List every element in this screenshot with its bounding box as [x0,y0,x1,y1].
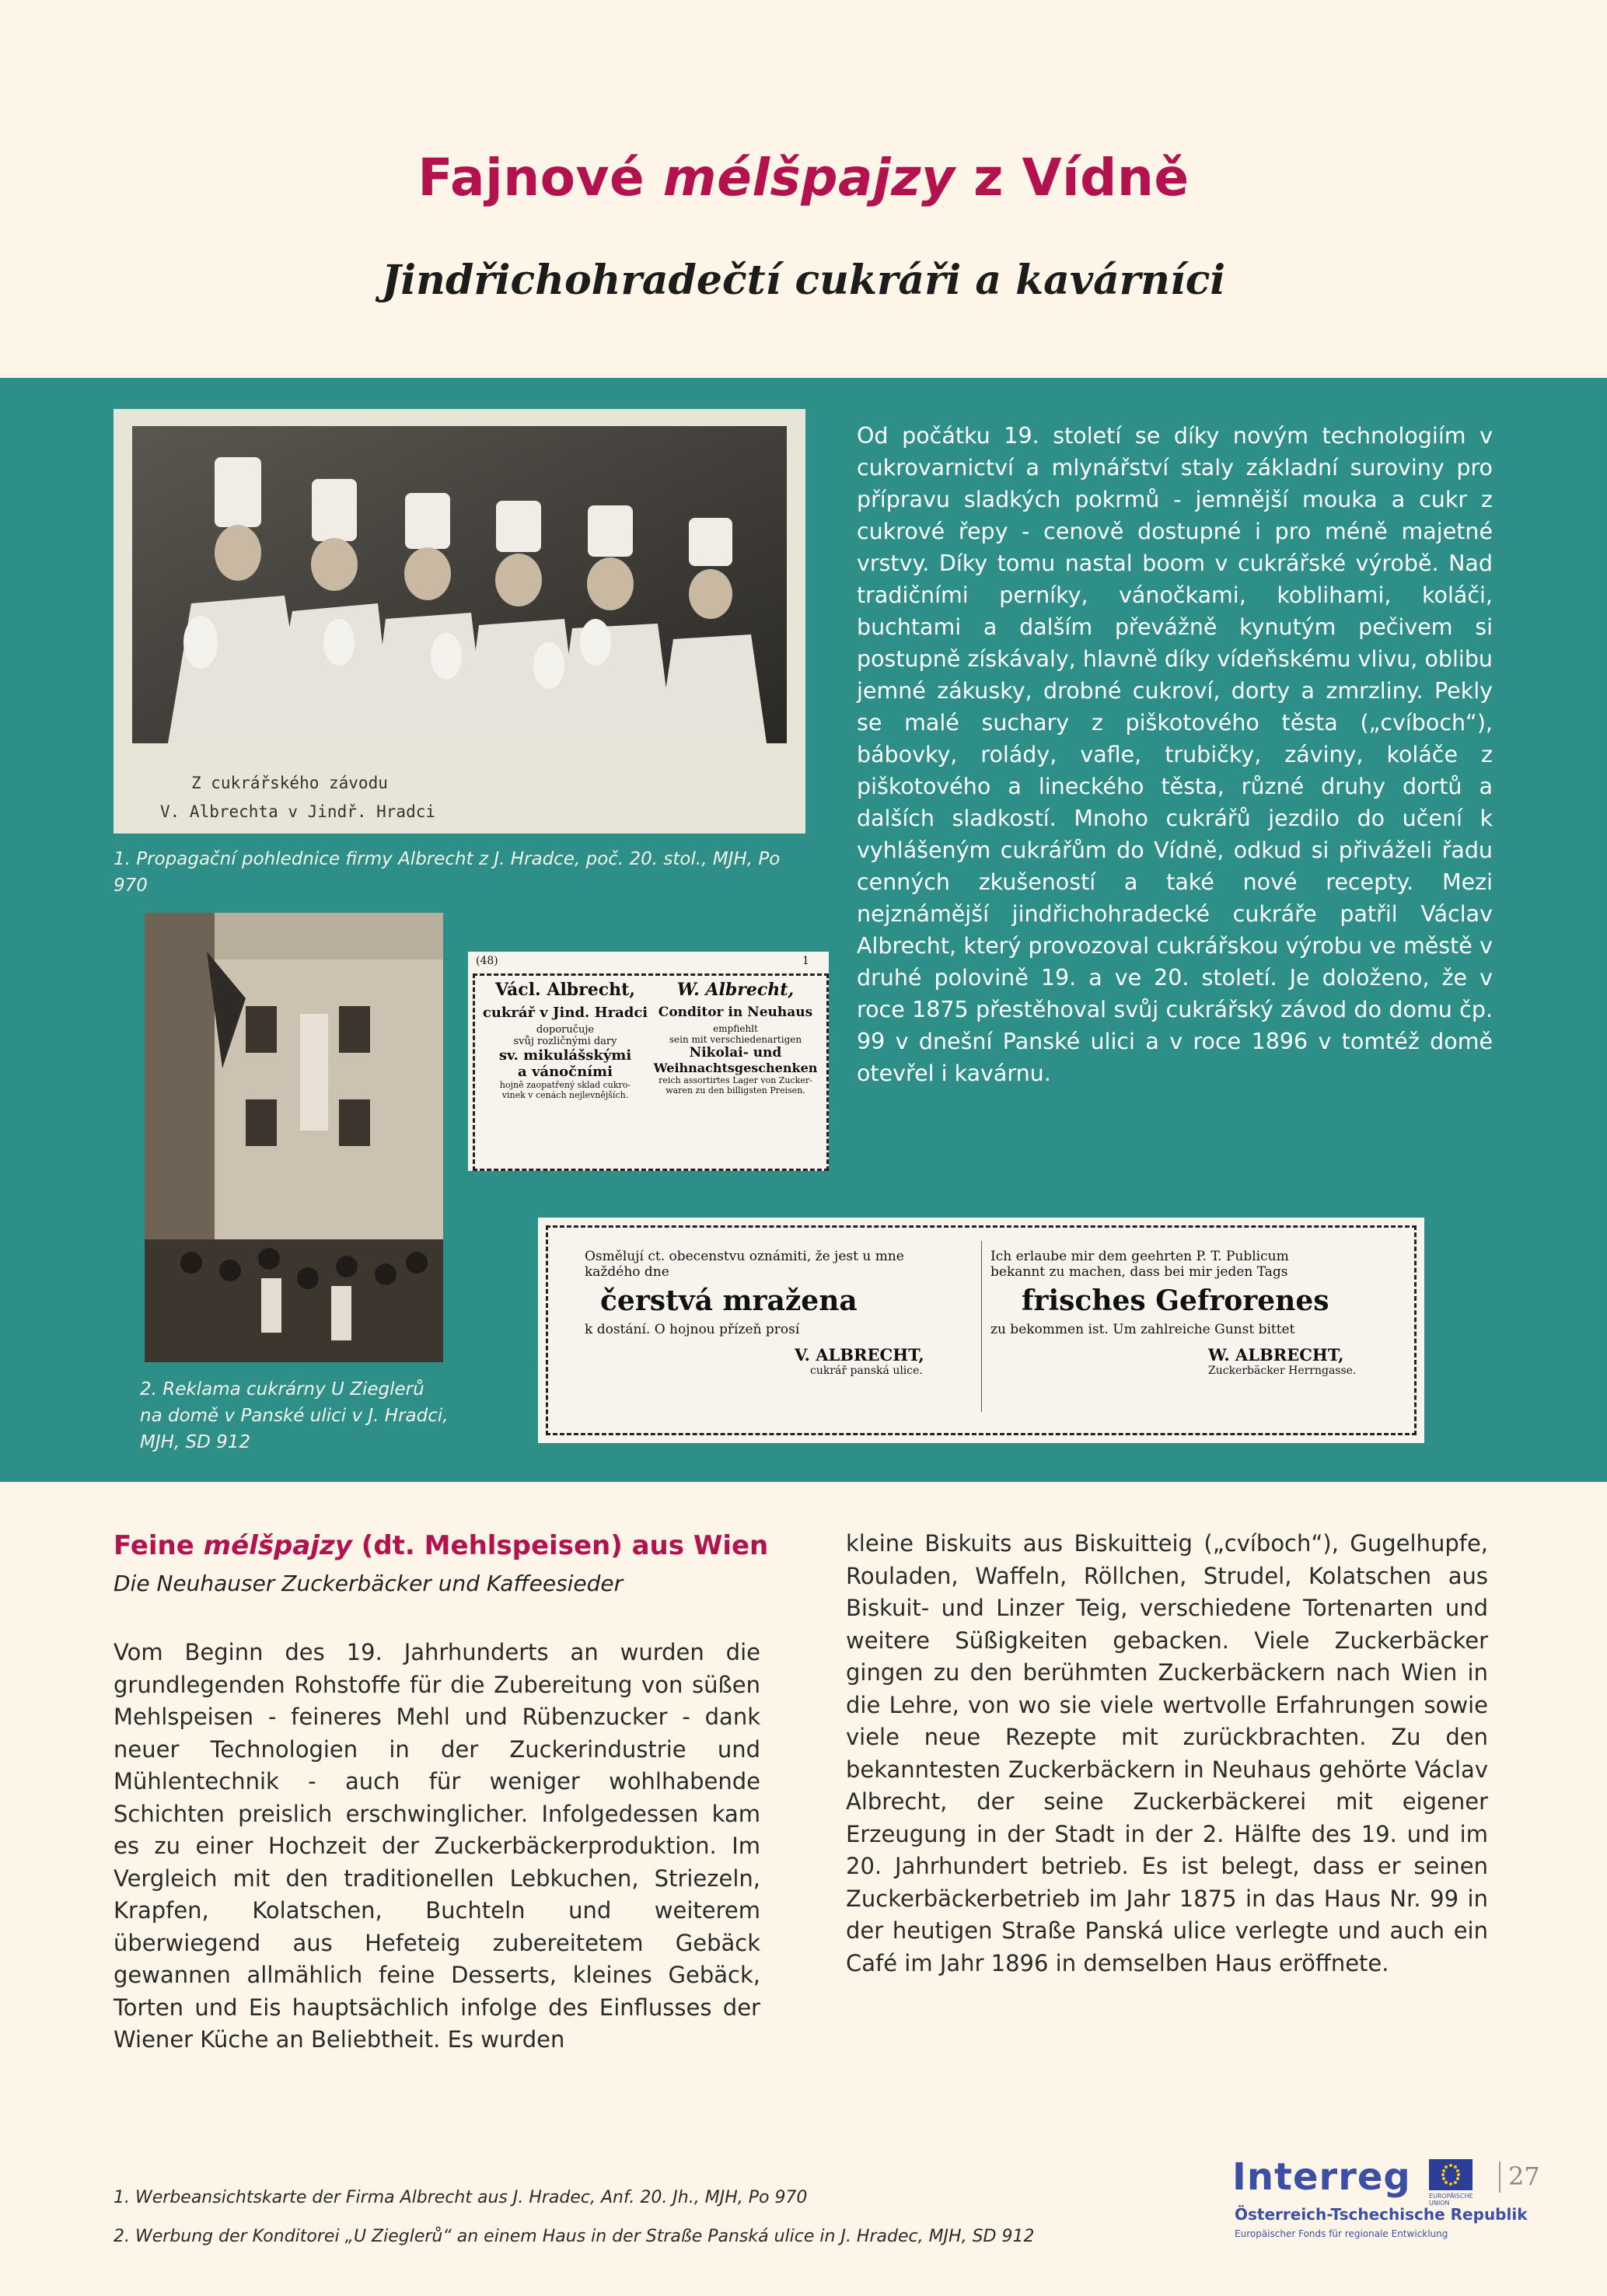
ad-large-cz-sign-sub: cukrář panská ulice. [810,1365,923,1377]
ad-de-line: reich assortirtes Lager von Zucker- [659,1075,812,1085]
ad-de-name: W. Albrecht, [676,980,795,1000]
footnote-1: 1. Werbeansichtskarte der Firma Albrecht aus J. Hradec, Anf. 20. Jh., MJH, Po 970 [114,2188,808,2207]
interreg-fund: Europäischer Fonds für regionale Entwicklung [1235,2228,1448,2239]
interreg-logo-text: Interreg [1232,2155,1411,2199]
page-subtitle: Jindřichohradečtí cukráři a kavárníci [381,257,1226,304]
page-number-divider [1499,2161,1500,2193]
ad-large-de [990,1249,1395,1377]
newspaper-ad-small [468,952,829,1171]
ad-cz-line: svůj rozličnými dary [513,1036,617,1047]
ad-large-cz-headline: čerstvá mražena [600,1284,858,1317]
ad-number-right: 1 [802,955,809,967]
ad-divider [981,1241,982,1412]
page-title: Fajnové mélšpajzy z Vídně [417,148,1190,208]
ad-large-cz-sign: V. ALBRECHT, [795,1345,924,1365]
street-image [145,913,443,1362]
postcard-image [114,409,805,833]
german-heading: Feine mélšpajzy (dt. Mehlspeisen) aus Wien [114,1530,769,1561]
ad-large-cz-line: každého dne [585,1264,669,1280]
ad-de-column [653,980,818,1096]
photo2-caption [140,1376,451,1456]
ad-cz-line: sv. mikulášskými [498,1047,632,1064]
ad-cz-line: vinek v cenách nejlevnějších. [501,1090,629,1100]
footnote-2: 2. Werbung der Konditorei „U Zieglerů“ an einem Haus in der Straße Panská ulice in J. Hradec, MJH, SD 912 [114,2227,1035,2246]
photo2-caption-line: 2. Reklama cukrárny U Zieglerů [140,1379,424,1400]
ad-de-line: Nikolai- und [689,1045,782,1061]
page-number: 27 [1508,2161,1540,2191]
interreg-country: Österreich-Tschechische Republik [1235,2205,1528,2224]
ad-cz-line: a vánočními [518,1064,613,1080]
ad-number-left: (48) [476,955,498,967]
ad-large-cz [585,1249,973,1377]
ad-de-line: waren zu den billigsten Preisen. [666,1085,805,1096]
eu-flag-icon [1429,2159,1473,2190]
photo1-caption: 1. Propagační pohlednice firmy Albrecht z J. Hradce, poč. 20. stol., MJH, Po 970 [114,849,781,896]
ad-large-de-intro: Ich erlaube mir dem geehrten P. T. Publicum [990,1249,1289,1264]
ad-large-de-sign: W. ALBRECHT, [1208,1345,1344,1365]
photo2-caption-line: MJH, SD 912 [140,1432,251,1452]
ad-large-cz-intro: Osmělují ct. obecenstvu oznámiti, že jest u mne [585,1249,904,1264]
german-subheading: Die Neuhauser Zuckerbäcker und Kaffeesieder [114,1571,624,1596]
ad-cz-line: doporučuje [536,1024,595,1036]
ad-large-de-sign-sub: Zuckerbäcker Herrngasse. [1208,1365,1357,1377]
ad-cz-column [479,980,652,1100]
ad-large-de-headline: frisches Gefrorenes [1022,1284,1329,1317]
czech-body-text [857,420,1493,1089]
ad-de-line: sein mit verschiedenartigen [669,1034,802,1045]
czech-paragraph: Od počátku 19. století se díky novým technologiím v cukrovarnictví a mlynářství staly základní suroviny pro přípravu sladkých pokrmů - jemnější mouka a cukr z cukrové řepy - cenově dostupné i pro méně majetné vrstvy. Díky tomu nastal boom v cukrářské výrobě. Nad tradičními perníky, vánočkami, koblihami, koláči, buchtami a dalším převážně kynutým pečivem si postupně získávaly, hlavně díky vídeňskému vlivu, oblibu jemné zákusky, drobné cukroví, dorty a zmrzliny. Pekly se malé suchary z piškotového těsta („cvíboch“), bábovky, rolády, vafle, trubičky, záviny, koláče z piškotového a lineckého těsta, různé druhy dortů a dalších sladkostí. Mnoho cukrářů jezdilo do učení k vyhlášeným cukrářům do Vídně, odkud si přiváželi řadu cenných zkušeností a také nové recepty. Mezi nejznámější jindřichohradecké cukráře patřil Václav Albrecht, který provozoval cukrářskou výrobu ve městě v druhé polovině 19. a ve 20. století. Je doloženo, že v roce 1875 přestěhoval svůj cukrářský závod do domu čp. 99 v dnešní Panské ulici a v roce 1896 v tomtéž domě otevřel i kavárnu. [857,423,1493,1086]
newspaper-ad-large [538,1218,1424,1443]
ad-large-de-line: zu bekommen ist. Um zahlreiche Gunst bittet [990,1322,1295,1337]
ad-de-line: Weihnachtsgeschenken [653,1061,818,1075]
ad-cz-line: hojně zaopatřený sklad cukro- [499,1080,631,1090]
postcard-text-line1: Z cukrářského závodu [191,774,388,792]
postcard-text-line2: V. Albrechta v Jindř. Hradci [160,802,436,821]
postcard-photo [114,409,805,833]
ad-large-de-line: bekannt zu machen, dass bei mir jeden Tags [990,1264,1288,1280]
german-text-right: kleine Biskuits aus Biskuitteig („cvíboch“), Gugelhupfe, Rouladen, Waffeln, Röllchen, Strudel, Kolatschen aus Biskuit- und Linzer Teig, verschiedene Tortenarten und weitere Süßigkeiten gebacken. Viele Zuckerbäcker gingen zu den berühmten Zuckerbäckern nach Wien in die Lehre, von wo sie viele wertvolle Erfahrungen sowie viele neue Rezepte mit zurückbrachten. Zu den bekanntesten Zuckerbäckern in Neuhaus gehörte Václav Albrecht, der seine Zuckerbäckerei mit eigener Erzeugung in der Stadt in der 2. Hälfte des 19. und im 20. Jahrhundert betrieb. Es ist belegt, dass er seinen Zuckerbäckerbetrieb im Jahr 1875 in das Haus Nr. 99 in der heutigen Straße Panská ulice verlegte und auch ein Café im Jahr 1896 in demselben Haus eröffnete. [846,1530,1488,1976]
german-text-left: Vom Beginn des 19. Jahrhunderts an wurden die grundlegenden Rohstoffe für die Zubereitung von süßen Mehlspeisen - feineres Mehl und Rübenzucker - dank neuer Technologien in der Zuckerindustrie und Mühlentechnik - auch für weniger wohlhabende Schichten preislich erschwinglicher. Infolgedessen kam es zu einer Hochzeit der Zuckerbäckerproduktion. Im Vergleich mit den traditionellen Lebkuchen, Striezeln, Krapfen, Kolatschen, Buchteln und weiterem überwiegend aus Hefeteig zubereitetem Gebäck gewannen allmählich feine Desserts, kleines Gebäck, Torten und Eis hauptsächlich infolge des Einflusses der Wiener Küche an Beliebtheit. Es wurden [114,1639,760,2053]
photo2-caption-line: na domě v Panské ulici v J. Hradci, [140,1406,449,1426]
ad-de-line: empfiehlt [713,1023,758,1034]
ad-de-title: Conditor in Neuhaus [658,1005,813,1020]
ad-large-cz-line: k dostání. O hojnou přízeň prosí [585,1322,800,1337]
ad-cz-title: cukrář v Jind. Hradci [482,1005,648,1021]
street-photo [145,913,443,1362]
ad-cz-name: Václ. Albrecht, [495,980,635,1000]
eu-label: EUROPÄISCHE UNION [1429,2193,1473,2207]
